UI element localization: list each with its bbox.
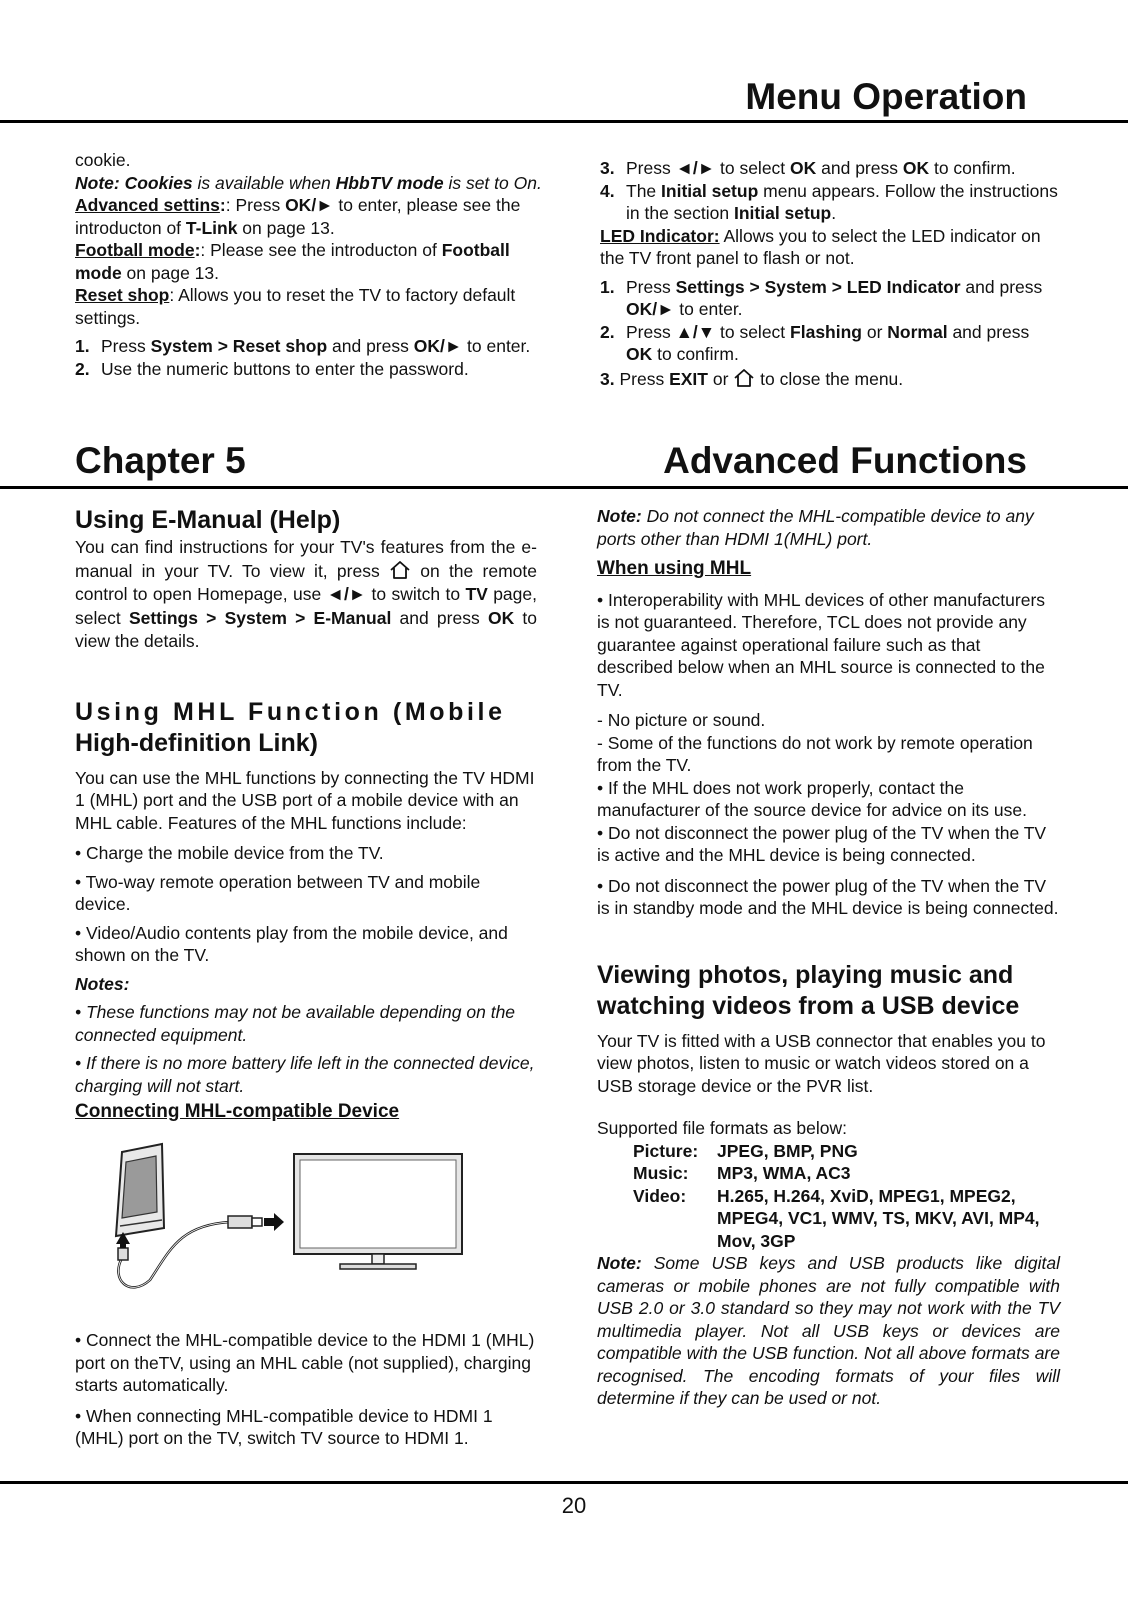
reset-step-1: 1. Press System > Reset shop and press OK/► to enter.	[75, 336, 531, 356]
chapter-label: Chapter 5	[75, 440, 246, 481]
format-video: Video: H.265, H.264, XviD, MPEG1, MPEG2, MPEG4, VC1, WMV, TS, MKV, AVI, MP4, Mov, 3GP	[633, 1185, 1040, 1251]
top-left-column	[75, 149, 545, 380]
chapter-title: Advanced Functions	[663, 440, 1027, 481]
format-picture: Picture: JPEG, BMP, PNG	[633, 1140, 858, 1161]
connect-step-2: • When connecting MHL-compatible device to HDMI 1 (MHL) port on the TV, switch TV source to HDMI 1.	[75, 1405, 493, 1448]
emanual-heading: Using E-Manual (Help)	[75, 506, 341, 534]
usb-compat-note: Note: Some USB keys and USB products like digital cameras or mobile phones are not fully compatible with USB 2.0 or 3.0 standard so they may not work with the TV multimedia player. Not all USB keys or devices are compatible with the USB function. Not all above formats are recognised. The encoding formats of your files will determine if they can be used or not.	[597, 1253, 1060, 1408]
supported-formats-label: Supported file formats as below:	[597, 1118, 847, 1138]
mhl-note-2: • If there is no more battery life left in the connected device, charging will not start.	[75, 1053, 535, 1096]
mhl-usage-2: - No picture or sound.	[597, 710, 766, 730]
page-header-title: Menu Operation	[745, 76, 1027, 117]
mhl-port-note: Note: Do not connect the MHL-compatible device to any ports other than HDMI 1(MHL) port.	[597, 506, 1034, 549]
home-icon	[733, 368, 755, 388]
mhl-bullet-2: • Two-way remote operation between TV and mobile device.	[75, 871, 481, 914]
mhl-heading-line1: Using MHL Function (Mobile	[75, 697, 506, 726]
mhl-usage-4: • If the MHL does not work properly, contact the manufacturer of the source device for advice on its use.	[597, 777, 1027, 820]
usb-heading: Viewing photos, playing music and watching videos from a USB device	[597, 960, 1020, 1020]
mhl-connection-illustration	[100, 1140, 470, 1300]
led-indicator-text: LED Indicator: Allows you to select the LED indicator on the TV front panel to flash or not.	[600, 225, 1041, 268]
led-step-2: 2. Press ▲/▼ to select Flashing or Normal and press OK to confirm.	[600, 321, 1030, 364]
format-music: Music: MP3, WMA, AC3	[633, 1163, 851, 1183]
left-column-bottom	[75, 1329, 537, 1450]
page-number: 20	[561, 1493, 587, 1518]
usb-intro: Your TV is fitted with a USB connector that enables you to view photos, listen to music or watch videos stored on a USB storage device or the PVR list.	[597, 1030, 1046, 1096]
led-step-1: 1. Press Settings > System > LED Indicator and press OK/► to enter.	[600, 276, 1043, 319]
setup-step-3: 3. Press ◄/► to select OK and press OK to confirm.	[600, 158, 1016, 178]
mhl-usage-5: • Do not disconnect the power plug of the TV when the TV is active and the MHL device is being connected.	[597, 822, 1047, 865]
mhl-bullet-1: • Charge the mobile device from the TV.	[75, 843, 384, 863]
led-step-3: 3. Press EXIT or to close the menu.	[600, 368, 904, 389]
mhl-usage-1: • Interoperability with MHL devices of other manufacturers is not guaranteed. Therefore, TCL does not provide any guarantee against operational failure such as that described below when an MHL source is connected to the TV.	[597, 589, 1046, 700]
chapter-rule	[0, 486, 1128, 489]
text-cookie: cookie.	[75, 150, 131, 170]
left-column	[75, 505, 537, 1124]
footer-rule	[0, 1481, 1128, 1484]
connect-step-1: • Connect the MHL-compatible device to the HDMI 1 (MHL) port on theTV, using an MHL cable (not supplied), charging starts automatically.	[75, 1330, 535, 1395]
when-using-mhl-heading: When using MHL	[597, 558, 752, 579]
mhl-intro: You can use the MHL functions by connecting the TV HDMI 1 (MHL) port and the USB port of a mobile device with an MHL cable. Features of the MHL functions include:	[75, 767, 535, 833]
mhl-usage-6: • Do not disconnect the power plug of the TV when the TV is in standby mode and the MHL device is being connected.	[597, 875, 1059, 918]
top-right-column	[600, 157, 1060, 390]
emanual-text: You can find instructions for your TV's features from the e-manual in your TV. To view it, press on the remote control to open Homepage, use ◄/► to switch to TV page, select Settings > System > E-Manual and press OK to view the details.	[75, 537, 538, 651]
cookies-note: Note: Cookies is available when HbbTV mode is set to On.	[75, 172, 542, 193]
home-icon	[389, 560, 411, 580]
reset-shop-text: Reset shop: Allows you to reset the TV to factory default settings.	[75, 285, 516, 328]
arrow-right-icon	[264, 1213, 284, 1231]
formats-list	[597, 1140, 1060, 1253]
mhl-note-1: • These functions may not be available depending on the connected equipment.	[75, 1002, 516, 1045]
notes-label: Notes:	[75, 973, 130, 994]
right-column	[597, 505, 1060, 1410]
mhl-bullet-3: • Video/Audio contents play from the mobile device, and shown on the TV.	[75, 922, 508, 965]
mhl-usage-3: - Some of the functions do not work by remote operation from the TV.	[597, 732, 1033, 775]
header-rule	[0, 120, 1128, 123]
mhl-heading-line2: High-definition Link)	[75, 728, 319, 757]
advanced-settings-text: Advanced settins:: Press OK/► to enter, please see the introducton of T-Link on page 13.	[75, 195, 521, 238]
reset-step-2: 2. Use the numeric buttons to enter the password.	[75, 358, 469, 379]
setup-step-4: 4. The Initial setup menu appears. Follow the instructions in the section Initial setup.	[600, 180, 1058, 223]
connecting-mhl-heading: Connecting MHL-compatible Device	[75, 1101, 400, 1122]
tv-icon	[294, 1154, 462, 1269]
mobile-device-icon	[116, 1144, 164, 1236]
football-mode-text: Football mode:: Please see the introducton of Football mode on page 13.	[75, 240, 510, 283]
